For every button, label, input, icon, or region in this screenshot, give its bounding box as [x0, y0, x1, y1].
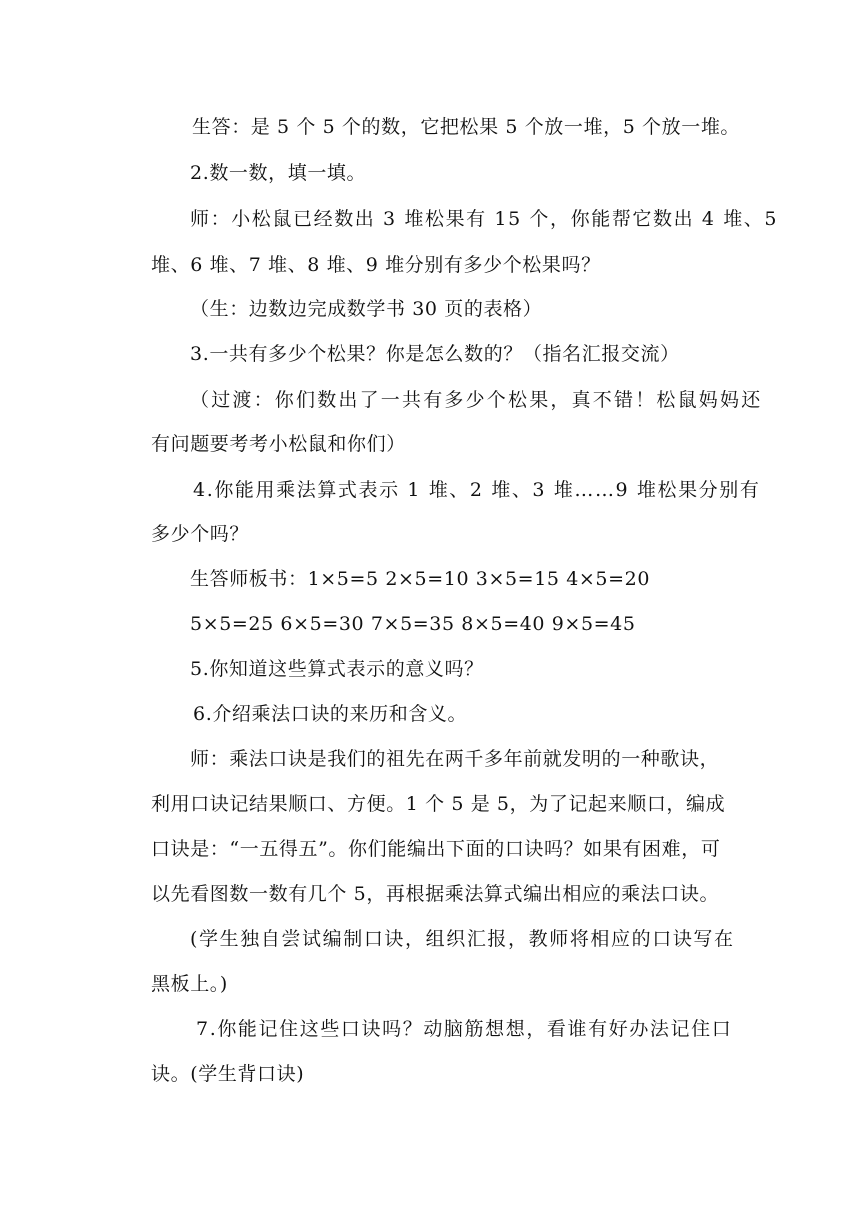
text-line-3: 师：小松鼠已经数出 3 堆松果有 15 个，你能帮它数出 4 堆、5 — [190, 208, 779, 230]
text-line-13: 5.你知道这些算式表示的意义吗？ — [190, 658, 484, 680]
text-line-18: 以先看图数一数有几个 5，再根据乘法算式编出相应的乘法口诀。 — [151, 883, 720, 905]
text-line-22: 诀。(学生背口诀) — [151, 1063, 305, 1085]
text-line-12: 5×5=25 6×5=30 7×5=35 8×5=40 9×5=45 — [190, 613, 636, 635]
text-line-10: 多少个吗？ — [151, 523, 250, 545]
text-line-21: 7.你能记住这些口诀吗？动脑筋想想，看谁有好办法记住口 — [196, 1018, 733, 1040]
text-line-17: 口诀是：“一五得五”。你们能编出下面的口诀吗？如果有困难，可 — [151, 838, 721, 860]
text-line-7: （过渡：你们数出了一共有多少个松果，真不错！松鼠妈妈还 — [190, 389, 763, 411]
text-line-9: 4.你能用乘法算式表示 1 堆、2 堆、3 堆……9 堆松果分别有 — [193, 479, 761, 501]
text-line-20: 黑板上。) — [151, 973, 228, 995]
text-line-15: 师：乘法口诀是我们的祖先在两千多年前就发明的一种歌诀， — [190, 748, 720, 770]
text-line-5: （生：边数边完成数学书 30 页的表格） — [190, 298, 543, 320]
text-line-1: 生答：是 5 个 5 个的数，它把松果 5 个放一堆，5 个放一堆。 — [192, 116, 741, 138]
text-line-8: 有问题要考考小松鼠和你们） — [151, 433, 406, 455]
text-line-19: (学生独自尝试编制口诀，组织汇报，教师将相应的口诀写在 — [190, 928, 735, 950]
text-line-6: 3.一共有多少个松果？你是怎么数的？（指名汇报交流） — [190, 343, 680, 365]
text-line-2: 2.数一数，填一填。 — [190, 162, 367, 184]
text-line-4: 堆、6 堆、7 堆、8 堆、9 堆分别有多少个松果吗？ — [151, 254, 601, 276]
text-line-14: 6.介绍乘法口诀的来历和含义。 — [193, 703, 468, 725]
text-line-16: 利用口诀记结果顺口、方便。1 个 5 是 5，为了记起来顺口，编成 — [151, 793, 726, 815]
text-line-11: 生答师板书：1×5=5 2×5=10 3×5=15 4×5=20 — [190, 568, 651, 590]
